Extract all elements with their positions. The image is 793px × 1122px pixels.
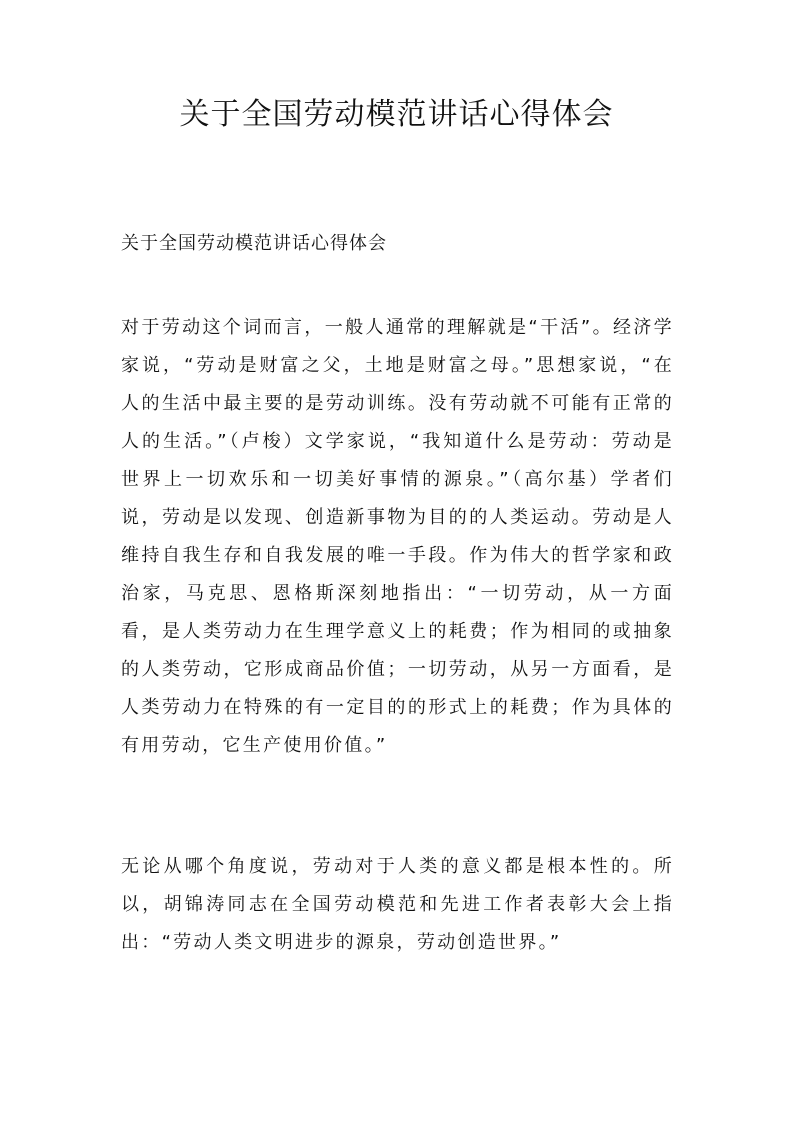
document-subtitle: 关于全国劳动模范讲话心得体会 [121,233,387,254]
body-paragraph-1: 对于劳动这个词而言，一般人通常的理解就是“干活”。经济学家说，“劳动是财富之父，土地是财富之母。”思想家说，“在人的生活中最主要的是劳动训练。没有劳动就不可能有正常的人的生活。”（卢梭）文学家说，“我知道什么是劳动：劳动是世界上一切欢乐和一切美好事情的源泉。”（高尔基）学者们说，劳动是以发现、创造新事物为目的的人类运动。劳动是人维持自我生存和自我发展的唯一手段。作为伟大的哲学家和政治家，马克思、恩格斯深刻地指出：“一切劳动，从一方面看，是人类劳动力在生理学意义上的耗费；作为相同的或抽象的人类劳动，它形成商品价值；一切劳动，从另一方面看，是人类劳动力在特殊的有一定目的的形式上的耗费；作为具体的有用劳动，它生产使用价值。” [121,317,674,756]
body-paragraph-2: 无论从哪个角度说，劳动对于人类的意义都是根本性的。所以，胡锦涛同志在全国劳动模范和先进工作者表彰大会上指出：“劳动人类文明进步的源泉，劳动创造世界。” [121,856,674,953]
document-title: 关于全国劳动模范讲话心得体会 [179,97,614,132]
